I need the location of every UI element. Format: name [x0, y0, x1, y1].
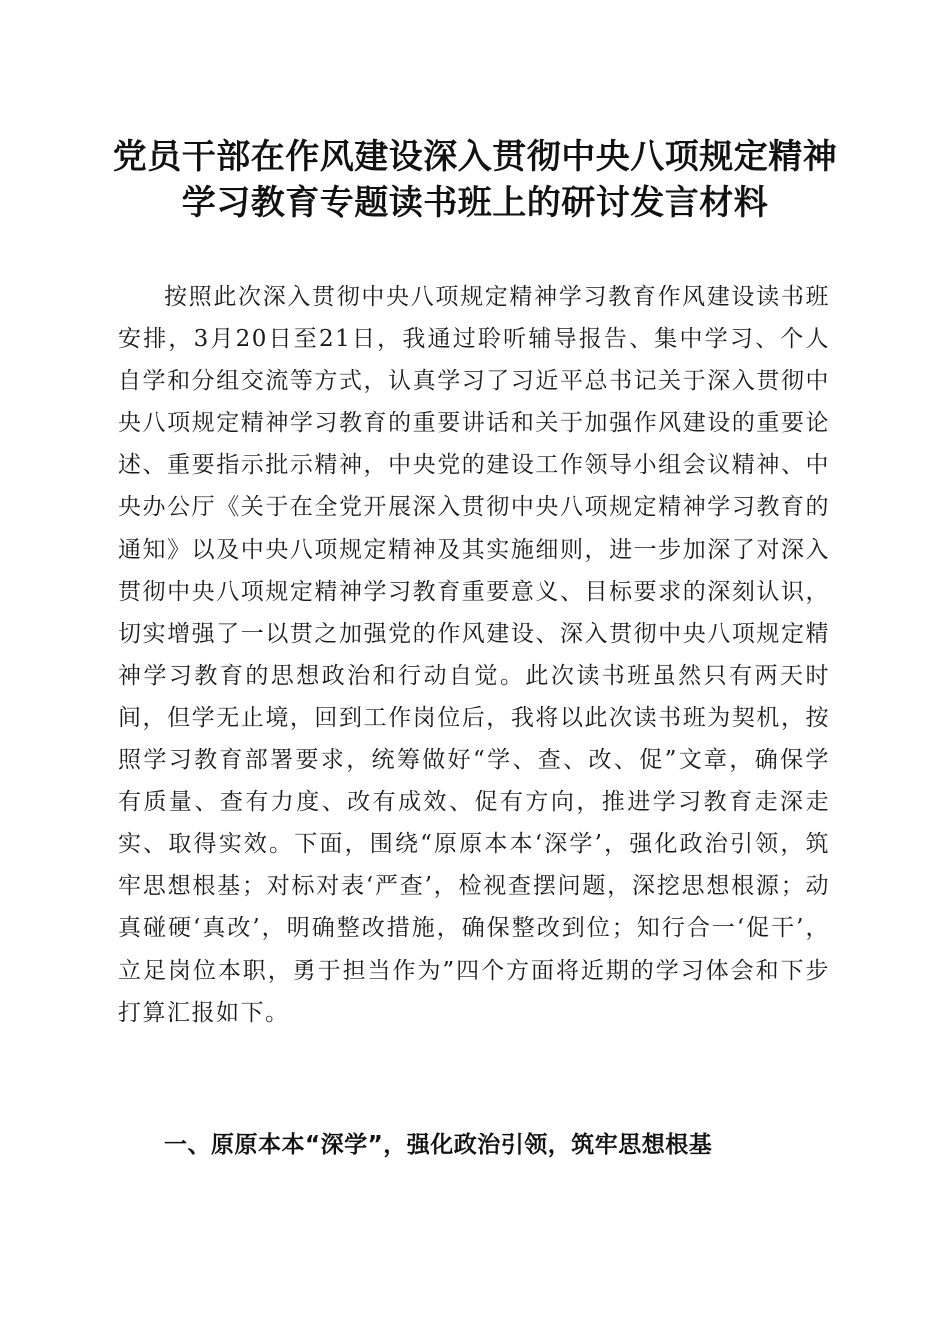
document-title: 党员干部在作风建设深入贯彻中央八项规定精神学习教育专题读书班上的研讨发言材料: [112, 137, 838, 223]
section-heading-1: 一、原原本本“深学”，强化政治引领，筑牢思想根基: [164, 1132, 713, 1158]
intro-paragraph: 按照此次深入贯彻中央八项规定精神学习教育作风建设读书班安排，3月20日至21日，我通过聆听辅导报告、集中学习、个人自学和分组交流等方式，认真学习了习近平总书记关于深入贯彻中央八项规定精神学习教育的重要讲话和关于加强作风建设的重要论述、重要指示批示精神，中央党的建设工作领导小组会议精神、中央办公厅《关于在全党开展深入贯彻中央八项规定精神学习教育的通知》以及中央八项规定精神及其实施细则，进一步加深了对深入贯彻中央八项规定精神学习教育重要意义、目标要求的深刻认识，切实增强了一以贯之加强党的作风建设、深入贯彻中央八项规定精神学习教育的思想政治和行动自觉。此次读书班虽然只有两天时间，但学无止境，回到工作岗位后，我将以此次读书班为契机，按照学习教育部署要求，统筹做好“学、查、改、促”文章，确保学有质量、查有力度、改有成效、促有方向，推进学习教育走深走实、取得实效。下面，围绕“原原本本‘深学’，强化政治引领，筑牢思想根基；对标对表‘严查’，检视查摆问题，深挖思想根源；动真碰硬‘真改’，明确整改措施，确保整改到位；知行合一‘促干’，立足岗位本职，勇于担当作为”四个方面将近期的学习体会和下步打算汇报如下。: [118, 284, 830, 1026]
